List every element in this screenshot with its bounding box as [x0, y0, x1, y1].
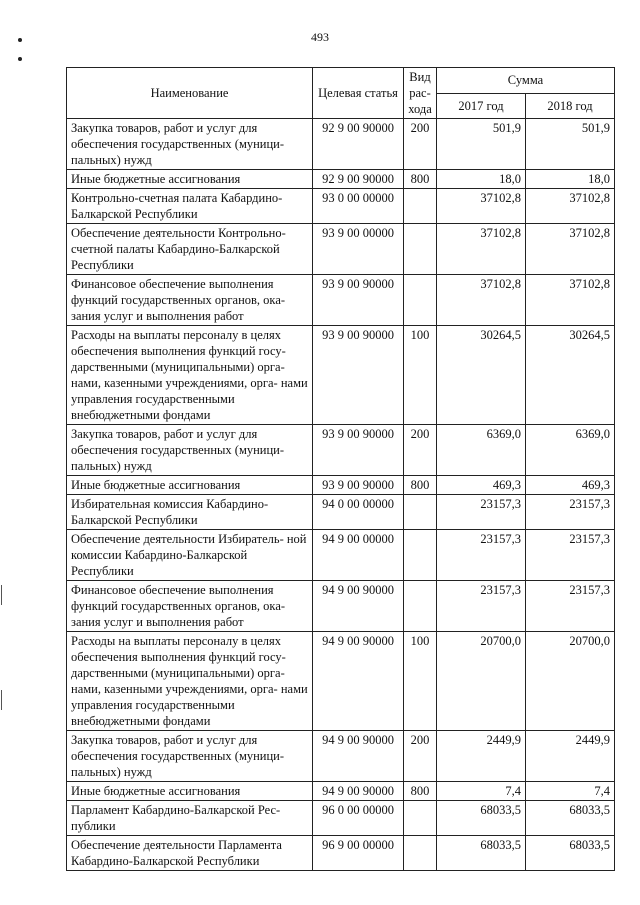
table-row — [67, 836, 615, 871]
header-sum: Сумма — [437, 68, 615, 94]
row-name: Расходы на выплаты персоналу в целях обеспечения выполнения функций госу- дарственными (муниципальными) орга- нами, казенными учреждениями, орга- нами управления государственными внебюджетными фондами — [67, 632, 313, 731]
row-name: Иные бюджетные ассигнования — [67, 170, 313, 189]
row-sum-2018: 7,4 — [526, 782, 615, 801]
row-name: Избирательная комиссия Кабардино- Балкарской Республики — [67, 495, 313, 530]
table-row — [67, 275, 615, 326]
row-expense-type — [404, 224, 437, 275]
row-sum-2018: 501,9 — [526, 119, 615, 170]
header-row — [67, 68, 615, 94]
table-row — [67, 476, 615, 495]
row-expense-type — [404, 530, 437, 581]
table-row — [67, 782, 615, 801]
row-sum-2017: 469,3 — [437, 476, 526, 495]
row-target-code: 93 9 00 90000 — [313, 425, 404, 476]
row-target-code: 96 9 00 00000 — [313, 836, 404, 871]
row-sum-2017: 37102,8 — [437, 224, 526, 275]
row-sum-2017: 18,0 — [437, 170, 526, 189]
row-target-code: 94 0 00 00000 — [313, 495, 404, 530]
row-target-code: 94 9 00 90000 — [313, 632, 404, 731]
row-sum-2017: 7,4 — [437, 782, 526, 801]
row-name: Расходы на выплаты персоналу в целях обеспечения выполнения функций госу- дарственными (муниципальными) орга- нами, казенными учреждениями, орга- нами управления государственными внебюджетными фондами — [67, 326, 313, 425]
table-row — [67, 119, 615, 170]
row-target-code: 94 9 00 90000 — [313, 782, 404, 801]
table-row — [67, 495, 615, 530]
row-target-code: 93 0 00 00000 — [313, 189, 404, 224]
header-name: Наименование — [67, 68, 313, 119]
row-sum-2018: 23157,3 — [526, 495, 615, 530]
row-target-code: 92 9 00 90000 — [313, 119, 404, 170]
row-sum-2018: 20700,0 — [526, 632, 615, 731]
row-sum-2017: 20700,0 — [437, 632, 526, 731]
table-body — [67, 119, 615, 871]
margin-dot — [18, 38, 22, 42]
row-expense-type: 800 — [404, 476, 437, 495]
row-target-code: 93 9 00 90000 — [313, 275, 404, 326]
row-name: Контрольно-счетная палата Кабардино- Балкарской Республики — [67, 189, 313, 224]
row-sum-2017: 23157,3 — [437, 495, 526, 530]
scan-edge-mark — [1, 690, 2, 710]
row-expense-type: 800 — [404, 782, 437, 801]
row-target-code: 96 0 00 00000 — [313, 801, 404, 836]
row-expense-type: 200 — [404, 119, 437, 170]
row-sum-2018: 68033,5 — [526, 801, 615, 836]
row-sum-2018: 68033,5 — [526, 836, 615, 871]
table-row — [67, 425, 615, 476]
row-sum-2017: 30264,5 — [437, 326, 526, 425]
row-sum-2018: 6369,0 — [526, 425, 615, 476]
row-sum-2018: 23157,3 — [526, 581, 615, 632]
page-number: 493 — [311, 30, 329, 44]
row-expense-type: 200 — [404, 425, 437, 476]
row-target-code: 94 9 00 90000 — [313, 581, 404, 632]
row-target-code: 93 9 00 00000 — [313, 224, 404, 275]
row-expense-type: 200 — [404, 731, 437, 782]
row-sum-2017: 23157,3 — [437, 581, 526, 632]
row-name: Иные бюджетные ассигнования — [67, 782, 313, 801]
row-target-code: 93 9 00 90000 — [313, 326, 404, 425]
row-sum-2018: 37102,8 — [526, 224, 615, 275]
row-name: Закупка товаров, работ и услуг для обеспечения государственных (муници- пальных) нужд — [67, 425, 313, 476]
row-name: Закупка товаров, работ и услуг для обеспечения государственных (муници- пальных) нужд — [67, 731, 313, 782]
row-sum-2018: 37102,8 — [526, 189, 615, 224]
row-name: Парламент Кабардино-Балкарской Рес- публики — [67, 801, 313, 836]
row-target-code: 93 9 00 90000 — [313, 476, 404, 495]
row-expense-type: 800 — [404, 170, 437, 189]
row-sum-2018: 469,3 — [526, 476, 615, 495]
table-row — [67, 801, 615, 836]
header-expense-type: Вид рас- хода — [404, 68, 437, 119]
scan-edge-mark — [1, 585, 2, 605]
row-sum-2018: 2449,9 — [526, 731, 615, 782]
row-name: Иные бюджетные ассигнования — [67, 476, 313, 495]
table-row — [67, 530, 615, 581]
row-expense-type: 100 — [404, 326, 437, 425]
row-expense-type — [404, 581, 437, 632]
row-sum-2018: 37102,8 — [526, 275, 615, 326]
row-sum-2018: 23157,3 — [526, 530, 615, 581]
table-row — [67, 581, 615, 632]
row-name: Финансовое обеспечение выполнения функций государственных органов, ока- зания услуг и выполнения работ — [67, 581, 313, 632]
row-expense-type — [404, 189, 437, 224]
header-code: Целевая статья — [313, 68, 404, 119]
row-expense-type — [404, 836, 437, 871]
row-target-code: 94 9 00 00000 — [313, 530, 404, 581]
table-row — [67, 632, 615, 731]
row-name: Обеспечение деятельности Парламента Кабардино-Балкарской Республики — [67, 836, 313, 871]
row-name: Обеспечение деятельности Избиратель- ной комиссии Кабардино-Балкарской Республики — [67, 530, 313, 581]
row-sum-2017: 37102,8 — [437, 189, 526, 224]
row-sum-2017: 23157,3 — [437, 530, 526, 581]
row-target-code: 94 9 00 90000 — [313, 731, 404, 782]
table-row — [67, 189, 615, 224]
header-year-2017: 2017 год — [437, 93, 526, 119]
row-sum-2017: 2449,9 — [437, 731, 526, 782]
budget-table — [66, 67, 615, 871]
row-expense-type — [404, 801, 437, 836]
row-expense-type — [404, 275, 437, 326]
row-target-code: 92 9 00 90000 — [313, 170, 404, 189]
row-expense-type: 100 — [404, 632, 437, 731]
row-sum-2017: 37102,8 — [437, 275, 526, 326]
table-row — [67, 326, 615, 425]
row-sum-2017: 68033,5 — [437, 801, 526, 836]
row-sum-2017: 6369,0 — [437, 425, 526, 476]
row-name: Финансовое обеспечение выполнения функций государственных органов, ока- зания услуг и выполнения работ — [67, 275, 313, 326]
row-sum-2017: 501,9 — [437, 119, 526, 170]
row-name: Обеспечение деятельности Контрольно- счетной палаты Кабардино-Балкарской Республики — [67, 224, 313, 275]
table-row — [67, 224, 615, 275]
row-sum-2018: 30264,5 — [526, 326, 615, 425]
row-sum-2018: 18,0 — [526, 170, 615, 189]
table-row — [67, 170, 615, 189]
header-year-2018: 2018 год — [526, 93, 615, 119]
row-name: Закупка товаров, работ и услуг для обеспечения государственных (муници- пальных) нужд — [67, 119, 313, 170]
margin-dot — [18, 57, 22, 61]
row-sum-2017: 68033,5 — [437, 836, 526, 871]
row-expense-type — [404, 495, 437, 530]
table-row — [67, 731, 615, 782]
